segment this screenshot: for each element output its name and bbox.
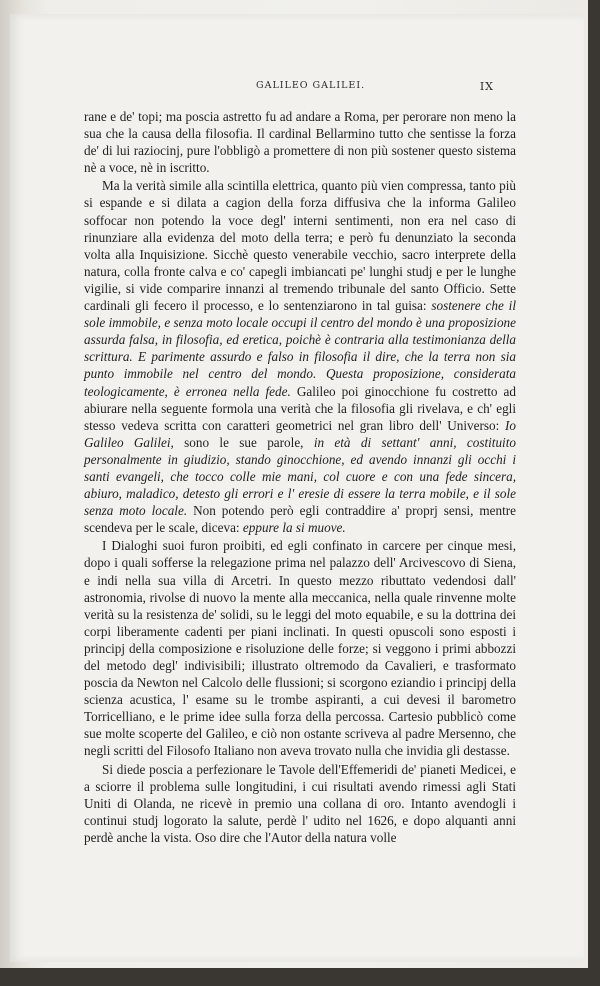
page-number: IX [479, 80, 494, 93]
text-span: Non potendo però egli contraddire a' proprj sensi, mentre scendeva per le scale, diceva: [84, 503, 516, 536]
paragraph [84, 761, 516, 846]
italic-span: in età di settant' anni, costituito personalmente in giudizio, stando ginocchione, ed avendo innanzi gli occhi i santi evangeli, che tocco colle mie mani, col cuore e con una fede sincera, abiuro, maladico, detesto gli errori e l' eresie di essere la terra mobile, e il sole senza moto locale. [84, 434, 516, 519]
text-span: Si diede poscia a perfezionare le Tavole dell'Effemeridi de' pianeti Medicei, e a sciorre il problema sulle longitudini, i cui risultati avendo rimessi agli Stati Uniti di Olanda, ne ricevè in premio una collana di oro. Intanto avendogli i continui studj logorato la salute, perdè l' udito nel 1626, e dopo alquanti anni perdè anche la vista. Oso dire che l'Autor della natura volle [84, 761, 516, 845]
paragraph [84, 177, 516, 536]
paragraph [84, 537, 516, 759]
paragraph [84, 108, 516, 176]
running-title: GALILEO GALILEI. [256, 80, 366, 91]
italic-span: eppure la si muove. [242, 520, 346, 536]
text-span: rane e de' topi; ma poscia astretto fu ad andare a Roma, per perorare non meno la sua che la causa della filosofia. Il cardinal Bellarmino tutto che sentisse la forza de' di lui raziocinj, pure l'obbligò a promettere di non più sostener questo sistema nè a voce, nè in iscritto. [84, 109, 516, 176]
body-text [84, 108, 516, 846]
text-span: Ma la verità simile alla scintilla elettrica, quanto più vien compressa, tanto più si espande e si dilata a cagion della forza diffusiva che la informa Galileo soffocar non potendo la voce degl' interni sentimenti, non era nel caso di rinunziare alla evidenza del moto della terra; e però fu denunziato la seconda volta alla Inquisizione. Sicchè questo venerabile vecchio, sacro interprete della natura, colla fronte calva e co' capegli imbiancati pe' lunghi studj e per le lunghe vigilie, si vide comparire innanzi al tremendo tribunale del santo Officio. Sette cardinali gli fecero il processo, e lo sentenziarono in tal guisa: [84, 178, 516, 314]
text-span: sono le sue parole, [173, 434, 314, 450]
italic-span: sostenere che il sole immobile, e senza moto locale occupi il centro del mondo è una proposizione assurda falsa, in filosofia, ed eretica, poichè è contraria alla testimonianza della scrittura. E parimente assurdo e falso in filosofia il dire, che la terra non sia punto immobile nel centro del mondo. Questa proposizione, considerata teologicamente, è erronea nella fede. [84, 298, 516, 399]
italic-span: Io Galileo Galilei, [84, 417, 516, 450]
page-header [226, 80, 494, 96]
text-span: I Dialoghi suoi furon proibiti, ed egli confinato in carcere per cinque mesi, dopo i quali sofferse la relegazione prima nel palazzo dell' Arcivescovo di Siena, e indi nella sua villa di Arcetri. In questo mezzo ributtato vedendosi dall' astronomia, rivolse di nuovo la mente alla meccanica, nella quale rinvenne molte verità su la resistenza de' solidi, su le leggi del moto equabile, e su la dottrina dei corpi liberamente cadenti per piani inclinati. In questi opuscoli sono esposti i principj della composizione e risoluzione delle forze; si veggono i primi abbozzi del metodo degl' indivisibili; illustrato oltremodo da Cavalieri, e trasformato poscia da Newton nel Calcolo delle flussioni; si scorgono eziandio i principj della scienza acustica, l' esame su le trombe aspiranti, a cui devesi il barometro Torricelliano, e le prime idee sulla forza della percossa. Cartesio pubblicò come sue molte scoperte del Galileo, e ciò non ostante scriveva al padre Mersenno, che negli scritti del Filosofo Italiano non aveva trovato nulla che invidia gli destasse. [84, 538, 516, 759]
text-span: Galileo poi ginocchione fu costretto ad abiurare nella seguente formola una verità che la filosofia gli rivelava, e ch' egli stesso vedeva scritta con caratteri geometrici nel gran libro dell' Universo: [84, 383, 516, 433]
